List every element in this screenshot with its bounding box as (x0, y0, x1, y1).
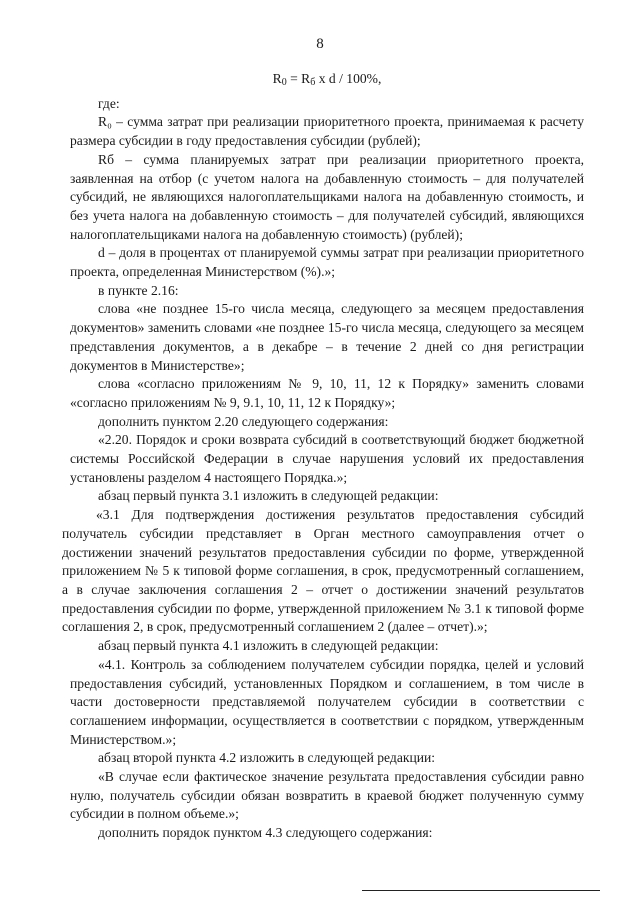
page-number: 8 (316, 36, 324, 52)
paragraph-words-appendices: слова «согласно приложениям № 9, 10, 11, 12 к Порядку» заменить словами «согласно приложениям № 9, 9.1, 10, 11, 12 к Порядку»; (70, 376, 584, 410)
paragraph-item-4-2-intro: абзац второй пункта 4.2 изложить в следующей редакции: (98, 750, 436, 766)
paragraph-item-4-1-intro: абзац первый пункта 4.1 изложить в следующей редакции: (98, 638, 439, 654)
paragraph-add-2-20: дополнить пунктом 2.20 следующего содержания: (98, 413, 389, 429)
formula-rhs-tail: x d / 100%, (315, 71, 382, 86)
paragraph-item-2-16: в пункте 2.16: (98, 282, 179, 298)
paragraph-item-3-1-text: «3.1 Для подтверждения достижения результатов предоставления субсидий получатель субсидии представляет в Орган местного самоуправления отчет о достижении значений результатов предоставления субсидии по форме, утвержденной приложением № 5 к типовой форме соглашения, в срок, предусмотренный соглашением, а в случае заключения соглашения 2 – отчет о достижении значений результатов предоставления субсидии по форме, утвержденной приложением № 3.1 к типовой форме соглашения 2, в срок, предусмотренный соглашением 2 (далее – отчет).»; (62, 507, 584, 635)
paragraph-item-3-1-intro: абзац первый пункта 3.1 изложить в следующей редакции: (98, 488, 439, 504)
paragraph-words-15th-day: слова «не позднее 15-го числа месяца, следующего за месяцем предоставления документов» заменить словами «не позднее 15-го числа месяца, следующего за месяцем представления документов, а в декабре – в течение 2 дней со дня регистрации документов в Министерстве»; (70, 301, 584, 373)
paragraph-add-4-3: дополнить порядок пунктом 4.3 следующего содержания: (98, 825, 433, 841)
paragraph-d-definition: d – доля в процентах от планируемой суммы затрат при реализации приоритетного проекта, определенная Министерством (%).»; (70, 245, 584, 280)
formula-rhs-subscript: б (310, 77, 316, 88)
formula-lhs-subscript: 0 (281, 77, 287, 88)
paragraph-item-2-20-text: «2.20. Порядок и сроки возврата субсидий в соответствующий бюджет бюджетной системы Российской Федерации в случае нарушения условий их предоставления установлены разделом 4 настоящего Порядка.»; (70, 432, 584, 485)
formula-lhs: R (272, 71, 282, 86)
document-body (62, 70, 584, 843)
formula-equals: = R (286, 71, 311, 86)
paragraph-item-4-1-text: «4.1. Контроль за соблюдением получателем субсидии порядка, целей и условий предоставления субсидий, установленных Порядком и соглашением, в том числе в части достоверности представляемой получателем субсидии в соответствии с соглашением информации, осуществляется в соответствии с порядком, утвержденным Министерством.»; (70, 656, 584, 747)
paragraph-where: где: (98, 95, 120, 111)
paragraph-r0-definition: R₀ – сумма затрат при реализации приоритетного проекта, принимаемая к расчету размера субсидии в году предоставления субсидии (рублей); (70, 114, 584, 149)
paragraph-item-4-2-text: «В случае если фактическое значение результата предоставления субсидии равно нулю, получатель субсидии обязан возвратить в краевой бюджет полученную сумму субсидии в полном объеме.»; (70, 769, 584, 822)
paragraph-rb-definition: Rб – сумма планируемых затрат при реализации приоритетного проекта, заявленная на отбор (с учетом налога на добавленную стоимость – для получателей субсидий, не являющихся налогоплательщиками налога на добавленную стоимость, и без учета налога на добавленную стоимость – для получателей субсидий, являющихся налогоплательщиками налога на добавленную стоимость) (рублей); (70, 151, 584, 242)
formula (70, 70, 584, 93)
bottom-divider (362, 890, 600, 891)
